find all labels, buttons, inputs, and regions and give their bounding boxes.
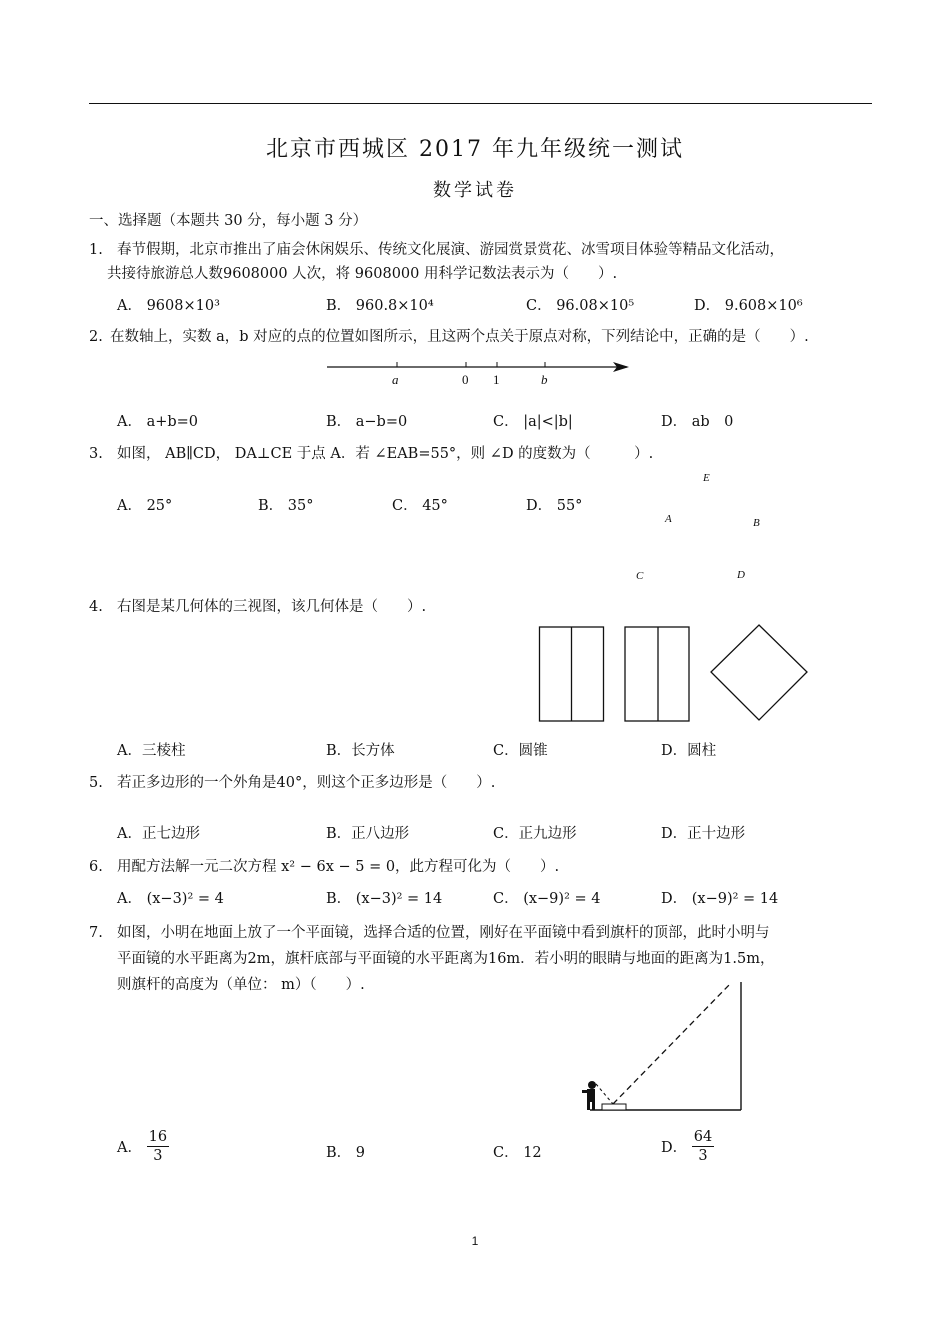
fraction	[147, 1128, 169, 1165]
q7-option-c[interactable]: C． 12	[493, 1145, 542, 1161]
incident-ray	[596, 1084, 613, 1104]
q5-option-b[interactable]: B．正八边形	[326, 826, 410, 842]
q2-line-1: 在数轴上，实数 a，b 对应的点的位置如图所示，且这两个点关于原点对称，下列结论中，正确的是（ ）.	[110, 329, 809, 345]
q2-number: 2.	[89, 329, 103, 345]
q5-line-1: 若正多边形的一个外角是40°，则这个正多边形是（ ）.	[117, 775, 496, 791]
q4-option-b[interactable]: B．长方体	[326, 743, 395, 759]
q2-option-c[interactable]: C． |a|<|b|	[493, 414, 573, 430]
q7-option-b[interactable]: B． 9	[326, 1145, 365, 1161]
q3-option-a[interactable]: A． 25°	[117, 498, 173, 514]
q2-option-a[interactable]: A． a+b=0	[117, 414, 199, 430]
page-subtitle: 数学试卷	[433, 180, 517, 201]
q1-option-d[interactable]: D． 9.608×10⁶	[694, 298, 803, 314]
q1-option-a[interactable]: A． 9608×10³	[117, 298, 220, 314]
q6-option-b[interactable]: B． (x−3)² = 14	[326, 891, 443, 907]
q1-option-b[interactable]: B． 960.8×10⁴	[326, 298, 434, 314]
q7-option-d-prefix: D．	[661, 1140, 688, 1156]
label-b: b	[541, 372, 548, 387]
q7-number: 7.	[89, 925, 103, 941]
front-view	[540, 627, 604, 721]
fraction	[692, 1128, 714, 1165]
q3-line-1: 如图， AB∥CD， DA⊥CE 于点 A．若 ∠EAB=55°，则 ∠D 的度数为（ ）.	[117, 446, 654, 462]
q1-option-c[interactable]: C． 96.08×10⁵	[526, 298, 635, 314]
q1-line-1: 春节假期，北京市推出了庙会休闲娱乐、传统文化展演、游园赏景赏花、冰雪项目体验等精品文化活动，	[117, 242, 784, 258]
q6-option-c[interactable]: C． (x−9)² = 4	[493, 891, 601, 907]
q3-option-b[interactable]: B． 35°	[258, 498, 314, 514]
q3-number: 3.	[89, 446, 103, 462]
q5-number: 5.	[89, 775, 103, 791]
q7-line-2: 平面镜的水平距离为2m，旗杆底部与平面镜的水平距离为16m．若小明的眼睛与地面的距离为1.5m，	[117, 951, 775, 967]
figure-label-d: D	[737, 569, 745, 581]
q3-option-d[interactable]: D． 55°	[526, 498, 583, 514]
three-views-figure	[538, 624, 813, 724]
q1-number: 1.	[89, 242, 103, 258]
q7-option-d[interactable]	[661, 1128, 714, 1165]
flagpole-mirror-figure	[576, 980, 748, 1115]
reflected-ray	[613, 984, 730, 1104]
q5-option-a[interactable]: A．正七边形	[117, 826, 200, 842]
q4-option-d[interactable]: D．圆柱	[661, 743, 717, 759]
mirror	[602, 1104, 626, 1110]
q7-line-3: 则旗杆的高度为（单位： m）（ ）.	[117, 977, 365, 993]
figure-label-e: E	[703, 472, 710, 484]
side-view	[625, 627, 689, 721]
q6-option-d[interactable]: D． (x−9)² = 14	[661, 891, 779, 907]
label-0: 0	[462, 372, 469, 387]
q7-option-a-prefix: A．	[117, 1140, 142, 1156]
label-1: 1	[493, 372, 500, 387]
q7-option-a[interactable]	[117, 1128, 169, 1165]
q3-option-c[interactable]: C． 45°	[392, 498, 448, 514]
fraction-numerator: 16	[148, 1129, 168, 1145]
q4-line-1: 右图是某几何体的三视图，该几何体是（ ）.	[117, 599, 427, 615]
top-view	[711, 625, 807, 720]
q6-number: 6.	[89, 859, 103, 875]
fraction-numerator: 64	[693, 1129, 713, 1145]
fraction-denominator: 3	[153, 1148, 163, 1164]
q2-option-d[interactable]: D． ab 0	[661, 414, 734, 430]
q4-number: 4.	[89, 599, 103, 615]
q6-option-a[interactable]: A． (x−3)² = 4	[117, 891, 224, 907]
person-icon	[582, 1081, 596, 1110]
figure-label-c: C	[636, 570, 644, 582]
q5-option-c[interactable]: C．正九边形	[493, 826, 577, 842]
q7-line-1: 如图，小明在地面上放了一个平面镜，选择合适的位置，刚好在平面镜中看到旗杆的顶部，此时小明与	[117, 925, 770, 941]
q2-option-b[interactable]: B． a−b=0	[326, 414, 408, 430]
figure-label-b: B	[753, 517, 760, 529]
figure-label-a: A	[665, 513, 672, 525]
label-a: a	[392, 372, 399, 387]
page-title: 北京市西城区 2017 年九年级统一测试	[266, 137, 684, 162]
header-rule	[89, 103, 872, 104]
q6-line-1: 用配方法解一元二次方程 x² − 6x − 5 = 0，此方程可化为（ ）.	[117, 859, 560, 875]
q4-option-a[interactable]: A．三棱柱	[117, 743, 186, 759]
number-line-figure	[327, 358, 637, 388]
section-heading: 一、选择题（本题共 30 分，每小题 3 分）	[89, 213, 368, 229]
page-number: 1	[471, 1234, 479, 1248]
q5-option-d[interactable]: D．正十边形	[661, 826, 746, 842]
q4-option-c[interactable]: C．圆锥	[493, 743, 548, 759]
fraction-denominator: 3	[698, 1148, 708, 1164]
q1-line-2: 共接待旅游总人数9608000 人次，将 9608000 用科学记数法表示为（ ）.	[107, 266, 618, 282]
